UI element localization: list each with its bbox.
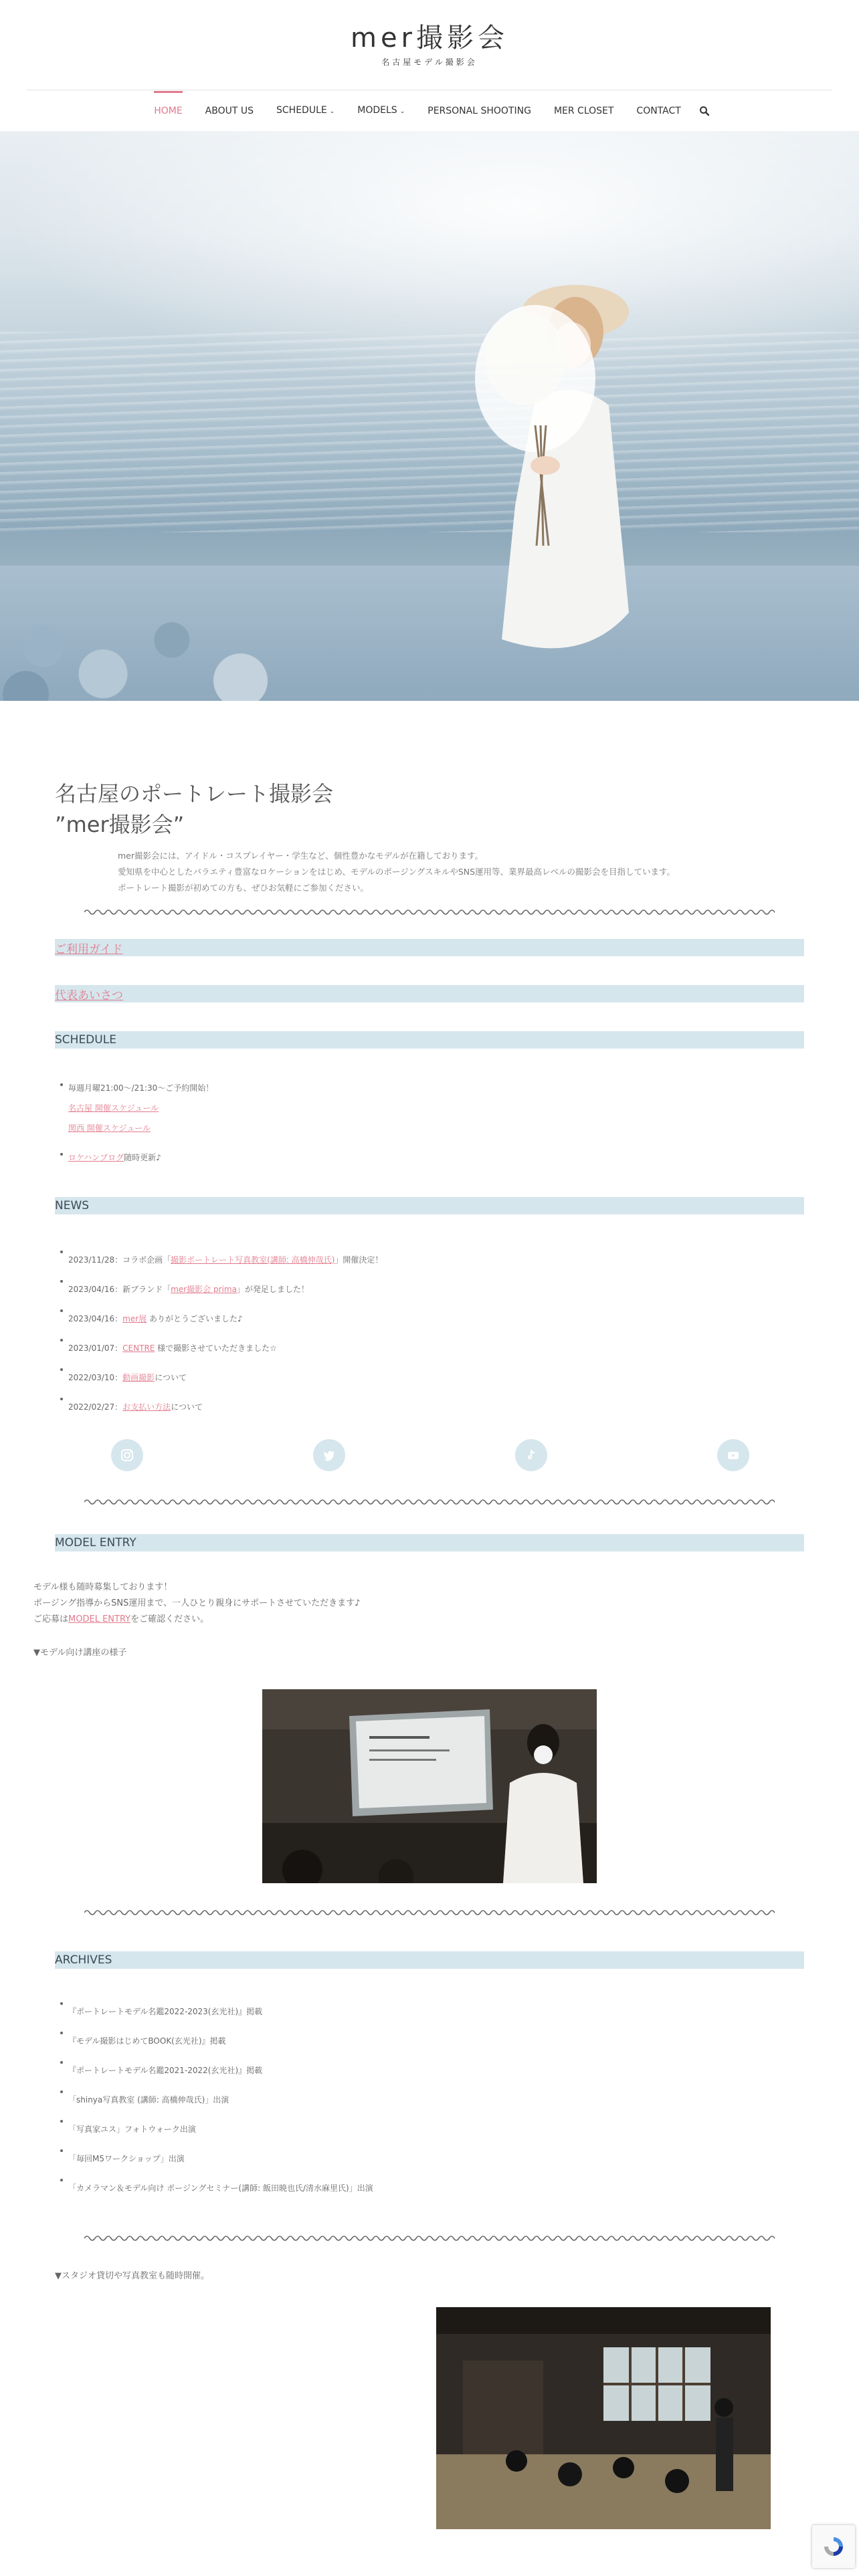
nav-item-home[interactable] [142,91,193,131]
guide-link[interactable]: ご利用ガイド [55,942,123,956]
nav-label: MER CLOSET [553,106,614,116]
schedule-list [55,1078,213,1168]
social-links [111,1439,749,1471]
news-date: 2023/01/07： [68,1344,123,1353]
news-date: 2022/02/27： [68,1402,123,1412]
news-text: について [155,1373,187,1382]
news-item [55,1245,383,1275]
nav-label: ABOUT US [205,106,254,116]
studio-photo [436,2307,771,2529]
model-entry-bar [55,1534,804,1551]
list-item [55,1148,213,1168]
news-item [55,1392,383,1422]
wave-divider [84,1497,775,1507]
list-item [55,1078,213,1098]
archive-item: 『ポートレートモデル名鑑2021-2022(玄光社)』掲載 [55,2056,373,2085]
section-heading: NEWS [55,1199,90,1212]
search-icon[interactable] [692,91,717,131]
youtube-icon[interactable] [717,1439,749,1471]
chevron-down-icon: ⌄ [329,108,335,115]
news-link[interactable]: mer撮影会 prima [171,1285,237,1294]
model-course-photo [262,1689,597,1883]
news-text: ありがとうございました♪ [147,1314,243,1323]
news-link[interactable]: 動画撮影 [122,1373,155,1382]
news-item [55,1275,383,1304]
nav-item-mer-closet[interactable] [543,91,625,131]
title-line-1: 名古屋のポートレート撮影会 [55,781,334,807]
nav-label: CONTACT [636,106,681,116]
nav-item-contact[interactable] [625,91,692,131]
wave-divider [84,907,775,917]
entry-text: ご応募は [33,1614,69,1624]
archive-item: 『モデル撮影はじめてBOOK(玄光社)』掲載 [55,2026,373,2056]
location-blog-link[interactable]: ロケハンブログ [68,1153,124,1162]
schedule-text: 随時更新♪ [124,1153,161,1162]
archives-bar [55,1951,804,1969]
news-item [55,1363,383,1392]
news-list [55,1245,383,1422]
model-entry-link[interactable]: MODEL ENTRY [68,1614,131,1624]
guide-bar[interactable] [55,939,804,956]
section-heading: MODEL ENTRY [55,1536,136,1549]
greeting-bar[interactable] [55,985,804,1002]
page-title [55,778,333,840]
entry-line-3 [33,1612,360,1628]
news-date: 2023/04/16：新ブランド「 [68,1285,171,1294]
nav-item-about[interactable] [194,91,265,131]
title-line-2: ”mer撮影会” [55,812,185,837]
news-date: 2022/03/10： [68,1373,123,1382]
site-logo[interactable] [0,21,859,68]
tiktok-icon[interactable] [515,1439,547,1471]
instagram-icon[interactable] [111,1439,143,1471]
nav-label: HOME [154,106,183,116]
intro-line-2: 愛知県を中心としたバラエティ豊富なロケーションをはじめ、モデルのポージングスキルやSNS運用等、業界最高レベルの撮影会を目指しています。 [118,867,676,877]
list-item[interactable] [55,1118,213,1138]
news-link[interactable]: CENTRE [122,1344,155,1353]
wave-divider [84,2234,775,2243]
news-link[interactable]: 撮影ポートレート写真教室(講師: 高橋伸哉氏) [171,1255,335,1265]
archives-list [55,1997,373,2203]
archive-item: 『ポートレートモデル名鑑2022-2023(玄光社)』掲載 [55,1997,373,2026]
news-text: 」が発足しました！ [236,1285,309,1294]
news-item [55,1333,383,1363]
news-text: 」開催決定！ [335,1255,383,1265]
news-bar [55,1197,804,1214]
news-date: 2023/04/16： [68,1314,123,1323]
model-entry-text [33,1580,360,1628]
news-text: について [171,1402,203,1412]
intro-text [118,848,675,896]
hero-image [0,131,859,701]
nav-label: SCHEDULE [276,105,327,116]
main-nav [0,91,859,131]
nav-label: MODELS [357,105,397,116]
recaptcha-badge[interactable] [812,2525,855,2568]
news-item [55,1304,383,1333]
greeting-link[interactable]: 代表あいさつ [55,988,123,1002]
nagoya-schedule-link[interactable]: 名古屋 開催スケジュール [68,1103,159,1113]
archive-item: 「カメラマン＆モデル向け ポージングセミナー(講師: 飯田暁也氏/清水麻里氏)」出演 [55,2173,373,2203]
wave-divider [84,1908,775,1917]
entry-line-1: モデル様も随時募集しております！ [33,1582,173,1592]
section-heading: ARCHIVES [55,1953,112,1967]
nav-item-personal-shooting[interactable] [416,91,543,131]
model-course-caption: ▼モデル向け講座の様子 [33,1648,127,1658]
entry-text: をご確認ください。 [130,1614,209,1624]
archive-item: 「shinya写真教室 (講師: 高橋伸哉氏)」出演 [55,2085,373,2115]
news-date: 2023/11/28：コラボ企画「 [68,1255,171,1265]
studio-caption: ▼スタジオ貸切や写真教室も随時開催。 [55,2271,209,2281]
hero-model-figure [462,265,636,679]
news-link[interactable]: お支払い方法 [122,1402,171,1412]
section-heading: SCHEDULE [55,1033,116,1047]
archive-item: 「毎回M5ワークショップ」出演 [55,2144,373,2173]
kansai-schedule-link[interactable]: 関西 開催スケジュール [68,1123,151,1133]
entry-line-2: ポージング指導からSNS運用まで、一人ひとり親身にサポートさせていただきます♪ [33,1598,361,1608]
intro-line-3: ポートレート撮影が初めての方も、ぜひお気軽にご参加ください。 [118,883,369,893]
chevron-down-icon: ⌄ [399,108,405,115]
logo-main-text: mer撮影会 [350,23,509,53]
nav-item-models[interactable] [346,90,416,132]
intro-line-1: mer撮影会には、アイドル・コスプレイヤー・学生など、個性豊かなモデルが在籍しております。 [118,851,484,861]
nav-label: PERSONAL SHOOTING [427,106,531,116]
schedule-text: 毎週月曜21:00〜/21:30〜ご予約開始！ [68,1083,214,1093]
recaptcha-icon [822,2535,846,2559]
list-item[interactable] [55,1098,213,1118]
hero-stones [0,566,859,701]
news-text: 様で撮影させていただきました☆ [155,1344,277,1353]
hero-sea [0,332,859,532]
schedule-bar [55,1031,804,1049]
logo-sub-text: 名古屋モデル撮影会 [381,58,478,67]
archive-item: 「写真家ユス」フォトウォーク出演 [55,2115,373,2144]
nav-item-schedule[interactable] [265,90,346,132]
twitter-icon[interactable] [313,1439,345,1471]
news-link[interactable]: mer展 [122,1314,147,1323]
